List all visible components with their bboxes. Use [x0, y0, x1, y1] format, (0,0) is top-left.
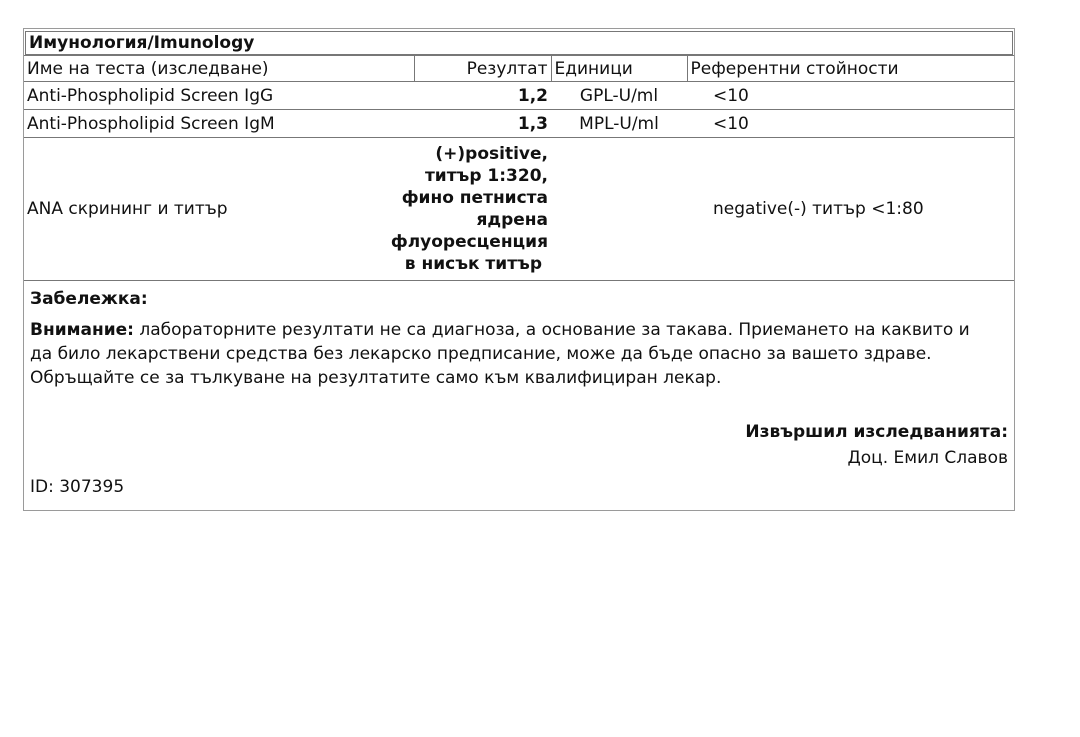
- test-name: Anti-Phospholipid Screen IgG: [24, 82, 414, 110]
- column-header-units: Единици: [551, 56, 687, 82]
- ana-result-line: фино петниста: [401, 188, 548, 208]
- test-units: GPL-U/ml: [551, 82, 687, 110]
- ana-result-line: титър 1:320,: [424, 166, 548, 186]
- test-units: MPL-U/ml: [551, 110, 687, 138]
- signature-label: Извършил изследванията:: [745, 422, 1008, 442]
- column-header-result: Резултат: [414, 56, 551, 82]
- test-result: 1,3: [414, 110, 551, 138]
- signature-block: [745, 419, 1008, 471]
- test-reference: <10: [687, 82, 1014, 110]
- ana-result-line: в нисък титър: [404, 254, 542, 274]
- ana-result: [390, 138, 551, 281]
- column-header-reference: Референтни стойности: [687, 56, 1014, 82]
- section-title: Имунология/Imunology: [25, 31, 1013, 55]
- results-table: [24, 29, 1014, 281]
- test-result: 1,2: [414, 82, 551, 110]
- ana-test-name: ANA скрининг и титър: [24, 138, 414, 281]
- test-name: Anti-Phospholipid Screen IgM: [24, 110, 414, 138]
- section-header-row: [24, 29, 1014, 56]
- test-reference: <10: [687, 110, 1014, 138]
- signature-name: Доц. Емил Славов: [847, 448, 1008, 468]
- notes-block: [24, 281, 1014, 390]
- ana-result-line: флуоресценция: [390, 232, 548, 252]
- ana-result-line: ядрена: [476, 210, 548, 230]
- ana-row: [24, 138, 1014, 281]
- report-frame: [23, 28, 1015, 511]
- table-row: [24, 82, 1014, 110]
- warning-text: лабораторните резултати не са диагноза, а основание за такава. Приемането на каквито и да било лекарствени средства без лекарско предписание, може да бъде опасно за вашето здраве. Обръщайте се за тълкуване на резултатите само към квалифициран лекар.: [30, 320, 970, 388]
- table-row: [24, 110, 1014, 138]
- column-header-row: [24, 56, 1014, 82]
- notes-label: Забележка:: [30, 289, 148, 309]
- record-id: ID: 307395: [30, 477, 125, 497]
- column-header-name: Име на теста (изследване): [24, 56, 414, 82]
- ana-reference: negative(-) титър <1:80: [687, 138, 1014, 281]
- warning-paragraph: [30, 318, 970, 390]
- warning-label: Внимание:: [30, 320, 134, 340]
- ana-result-line: (+)positive,: [435, 144, 548, 164]
